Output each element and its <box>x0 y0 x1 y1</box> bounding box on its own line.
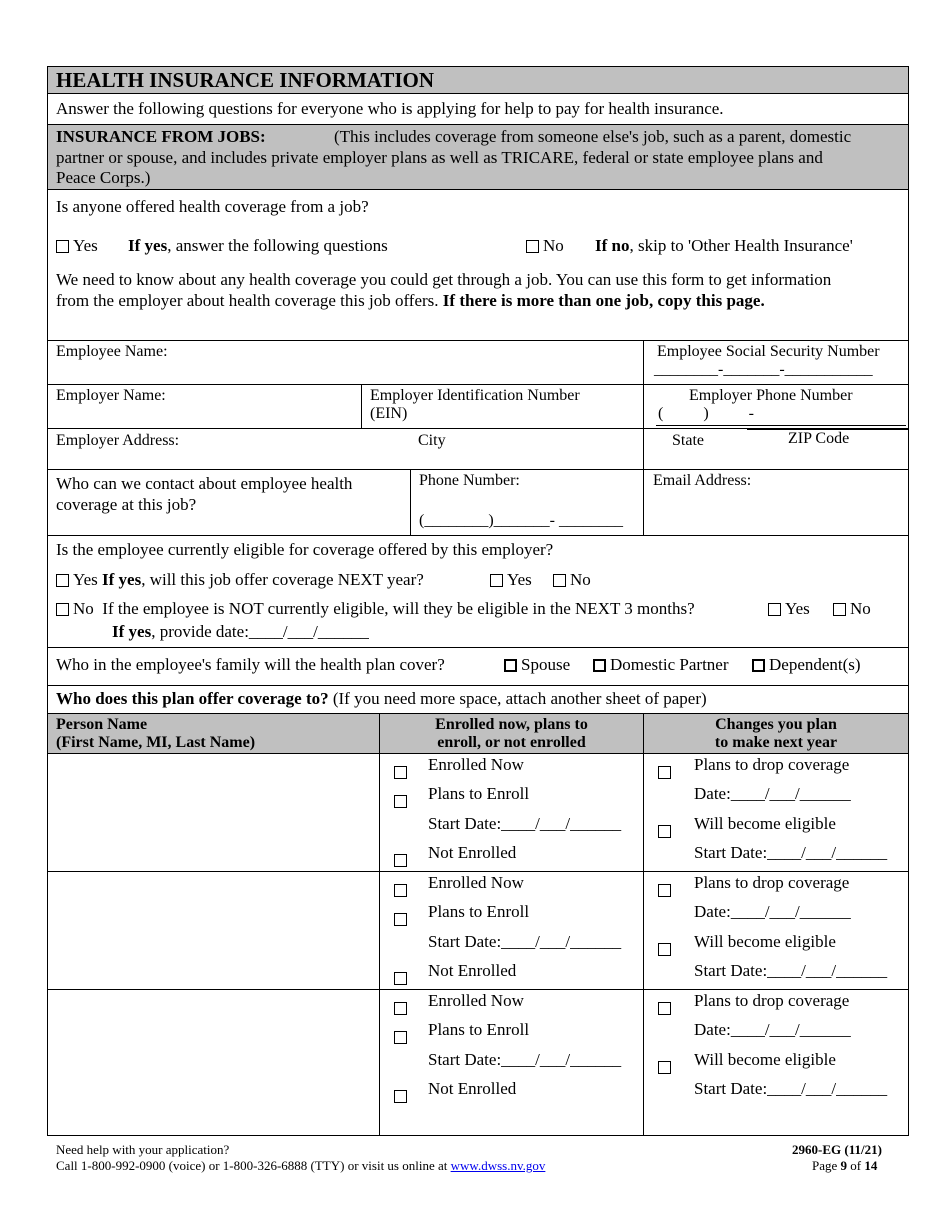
jobs-header-text-3: Peace Corps.) <box>56 168 151 187</box>
family-dependents-checkbox[interactable] <box>752 659 765 672</box>
col-enrollment-line-1: Enrolled now, plans to <box>435 716 588 733</box>
col-person-name-line-2: (First Name, MI, Last Name) <box>56 734 256 751</box>
employer-phone-underline <box>656 425 906 426</box>
employer-phone-blank: ( ) - <box>658 405 754 422</box>
contact-phone-label: Phone Number: <box>419 472 520 489</box>
employer-phone-field[interactable] <box>643 385 908 428</box>
offered-coverage-section <box>48 190 908 341</box>
eligible-yes-checkbox[interactable] <box>56 574 69 587</box>
offered-yes-checkbox[interactable] <box>56 240 69 253</box>
become-eligible-label: Will become eligible <box>694 1050 836 1069</box>
person-name-field[interactable] <box>48 872 379 989</box>
family-section <box>48 648 908 686</box>
plans-to-enroll-label: Plans to Enroll <box>428 784 530 803</box>
enroll-start-date-field[interactable]: Start Date:____/___/______ <box>428 814 622 833</box>
footer-website-link[interactable]: www.dwss.nv.gov <box>450 1158 546 1173</box>
not-enrolled-label: Not Enrolled <box>428 843 517 862</box>
intro-row <box>48 94 908 125</box>
col-enrollment-header <box>379 714 643 753</box>
eligible-start-date-field[interactable]: Start Date:____/___/______ <box>694 1079 888 1098</box>
plans-to-enroll-checkbox[interactable] <box>394 1031 407 1044</box>
not-enrolled-label: Not Enrolled <box>428 1079 517 1098</box>
coverage-table-header <box>48 714 908 754</box>
contact-row <box>48 470 908 536</box>
enroll-start-date-field[interactable]: Start Date:____/___/______ <box>428 1050 622 1069</box>
employee-name-field[interactable] <box>48 341 643 384</box>
employee-row <box>48 341 908 385</box>
offered-yes-label: Yes <box>73 236 98 255</box>
employer-state-label: State <box>672 432 704 449</box>
offered-no-label: No <box>543 236 564 255</box>
coverage-person-row <box>48 754 908 872</box>
contact-question-2: coverage at this job? <box>56 495 197 514</box>
employer-name-label: Employer Name: <box>56 387 166 404</box>
employer-ein-label-2: (EIN) <box>370 405 408 422</box>
intro-text: Answer the following questions for everyone who is applying for help to pay for health insurance. <box>56 99 724 118</box>
become-eligible-checkbox[interactable] <box>658 943 671 956</box>
changes-cell <box>643 754 908 871</box>
offered-question: Is anyone offered health coverage from a job? <box>56 197 369 216</box>
drop-coverage-label: Plans to drop coverage <box>694 991 850 1010</box>
eligible-no-checkbox[interactable] <box>56 603 69 616</box>
employer-address-row <box>48 429 908 470</box>
changes-cell <box>643 990 908 1135</box>
family-spouse-checkbox[interactable] <box>504 659 517 672</box>
employee-ssn-blank: ________-_______-___________ <box>654 361 873 378</box>
col-changes-header <box>643 714 908 753</box>
enrollment-cell <box>379 754 643 871</box>
drop-coverage-checkbox[interactable] <box>658 766 671 779</box>
family-dependents-option[interactable]: Dependent(s) <box>752 655 861 675</box>
coverage-person-row <box>48 990 908 1135</box>
become-eligible-checkbox[interactable] <box>658 825 671 838</box>
offered-no-option[interactable] <box>526 236 564 256</box>
plans-to-enroll-checkbox[interactable] <box>394 795 407 808</box>
employee-name-label: Employee Name: <box>56 343 168 360</box>
contact-email-field[interactable] <box>643 470 908 535</box>
drop-coverage-checkbox[interactable] <box>658 1002 671 1015</box>
plans-to-enroll-checkbox[interactable] <box>394 913 407 926</box>
person-name-field[interactable] <box>48 990 379 1135</box>
offered-info-2: from the employer about health coverage this job offers. If there is more than one job, copy this page. <box>56 291 765 310</box>
plans-to-enroll-label: Plans to Enroll <box>428 1020 530 1039</box>
jobs-header-label: INSURANCE FROM JOBS: <box>56 127 266 146</box>
offered-no-checkbox[interactable] <box>526 240 539 253</box>
coverage-question-row <box>48 686 908 714</box>
not-enrolled-checkbox[interactable] <box>394 854 407 867</box>
employer-phone-label: Employer Phone Number <box>689 387 853 404</box>
not-enrolled-checkbox[interactable] <box>394 972 407 985</box>
col-changes-line-2: to make next year <box>714 734 838 751</box>
three-months-no-checkbox[interactable] <box>833 603 846 616</box>
col-changes-line-1: Changes you plan <box>715 716 837 733</box>
coverage-person-row <box>48 872 908 990</box>
next-year-no-checkbox[interactable] <box>553 574 566 587</box>
become-eligible-checkbox[interactable] <box>658 1061 671 1074</box>
jobs-header-text-1: (This includes coverage from someone else's job, such as a parent, domestic <box>334 127 852 146</box>
eligible-start-date-field[interactable]: Start Date:____/___/______ <box>694 961 888 980</box>
not-enrolled-label: Not Enrolled <box>428 961 517 980</box>
enrolled-now-checkbox[interactable] <box>394 766 407 779</box>
employer-ein-field[interactable] <box>361 385 643 428</box>
enrolled-now-label: Enrolled Now <box>428 873 524 892</box>
offered-info-1: We need to know about any health coverage you could get through a job. You can use this form to get information <box>56 270 832 289</box>
enrolled-now-checkbox[interactable] <box>394 884 407 897</box>
contact-phone-blank: (________)_______- ________ <box>419 512 623 529</box>
become-eligible-label: Will become eligible <box>694 932 836 951</box>
employer-state-zip-field[interactable] <box>643 429 908 469</box>
employee-ssn-label: Employee Social Security Number <box>657 343 880 360</box>
employer-name-field[interactable] <box>48 385 361 428</box>
drop-coverage-label: Plans to drop coverage <box>694 873 850 892</box>
next-year-yes-option[interactable]: Yes <box>490 570 532 590</box>
employer-zip-label: ZIP Code <box>788 430 850 447</box>
next-year-yes-checkbox[interactable] <box>490 574 503 587</box>
drop-date-field[interactable]: Date:____/___/______ <box>694 784 851 803</box>
plans-to-enroll-label: Plans to Enroll <box>428 902 530 921</box>
eligible-yes-option[interactable]: Yes If yes, will this job offer coverage NEXT year? <box>56 570 424 590</box>
col-enrollment-line-2: enroll, or not enrolled <box>437 734 586 751</box>
person-name-field[interactable] <box>48 754 379 871</box>
col-person-name-line-1: Person Name <box>56 716 148 733</box>
enrollment-cell <box>379 990 643 1135</box>
health-insurance-form <box>47 66 909 1136</box>
eligible-no-option[interactable]: No If the employee is NOT currently eligible, will they be eligible in the NEXT 3 months? <box>56 599 695 619</box>
enroll-start-date-field[interactable]: Start Date:____/___/______ <box>428 932 622 951</box>
next-year-no-option[interactable]: No <box>553 570 591 590</box>
offered-yes-instruction: If yes, answer the following questions <box>128 236 388 255</box>
employer-city-label: City <box>418 432 446 449</box>
drop-coverage-label: Plans to drop coverage <box>694 755 850 774</box>
footer-contact: Call 1-800-992-0900 (voice) or 1-800-326-6888 (TTY) or visit us online at www.dwss.nv.gov <box>56 1158 546 1173</box>
contact-question-cell <box>48 470 410 535</box>
eligibility-section <box>48 536 908 648</box>
footer-help: Need help with your application? <box>56 1142 230 1157</box>
footer-page-number: Page 9 of 14 <box>812 1158 878 1173</box>
family-spouse-option[interactable]: Spouse <box>504 655 570 675</box>
employer-address-field[interactable] <box>48 429 643 469</box>
enrolled-now-checkbox[interactable] <box>394 1002 407 1015</box>
contact-phone-field[interactable] <box>410 470 643 535</box>
drop-date-field[interactable]: Date:____/___/______ <box>694 1020 851 1039</box>
enrollment-cell <box>379 872 643 989</box>
family-domestic-partner-checkbox[interactable] <box>593 659 606 672</box>
changes-cell <box>643 872 908 989</box>
contact-question-1: Who can we contact about employee health <box>56 474 353 493</box>
employer-address-label: Employer Address: <box>56 432 180 449</box>
employer-ein-label-1: Employer Identification Number <box>370 387 580 404</box>
footer-form-id: 2960-EG (11/21) <box>792 1142 882 1157</box>
offered-yes-option[interactable] <box>56 236 98 256</box>
employee-ssn-field[interactable] <box>643 341 908 384</box>
col-person-name-header <box>48 714 379 753</box>
eligibility-question: Is the employee currently eligible for coverage offered by this employer? <box>56 540 554 559</box>
eligible-start-date-field[interactable]: Start Date:____/___/______ <box>694 843 888 862</box>
become-eligible-label: Will become eligible <box>694 814 836 833</box>
family-question: Who in the employee's family will the health plan cover? <box>56 655 445 674</box>
eligibility-date-field[interactable]: If yes, provide date:____/___/______ <box>112 622 369 641</box>
enrolled-now-label: Enrolled Now <box>428 991 524 1010</box>
not-enrolled-checkbox[interactable] <box>394 1090 407 1103</box>
jobs-header-text-2: partner or spouse, and includes private employer plans as well as TRICARE, federal or state employee plans and <box>56 148 823 167</box>
section-title: HEALTH INSURANCE INFORMATION <box>48 67 908 94</box>
contact-email-label: Email Address: <box>653 472 752 489</box>
employer-row <box>48 385 908 429</box>
drop-date-field[interactable]: Date:____/___/______ <box>694 902 851 921</box>
coverage-question: Who does this plan offer coverage to? (If you need more space, attach another sheet of paper) <box>56 689 707 708</box>
offered-no-instruction: If no, skip to 'Other Health Insurance' <box>595 236 853 255</box>
family-domestic-partner-option[interactable]: Domestic Partner <box>593 655 729 675</box>
three-months-yes-checkbox[interactable] <box>768 603 781 616</box>
enrolled-now-label: Enrolled Now <box>428 755 524 774</box>
jobs-header <box>48 125 908 190</box>
drop-coverage-checkbox[interactable] <box>658 884 671 897</box>
three-months-yes-option[interactable]: Yes <box>768 599 810 619</box>
three-months-no-option[interactable]: No <box>833 599 871 619</box>
